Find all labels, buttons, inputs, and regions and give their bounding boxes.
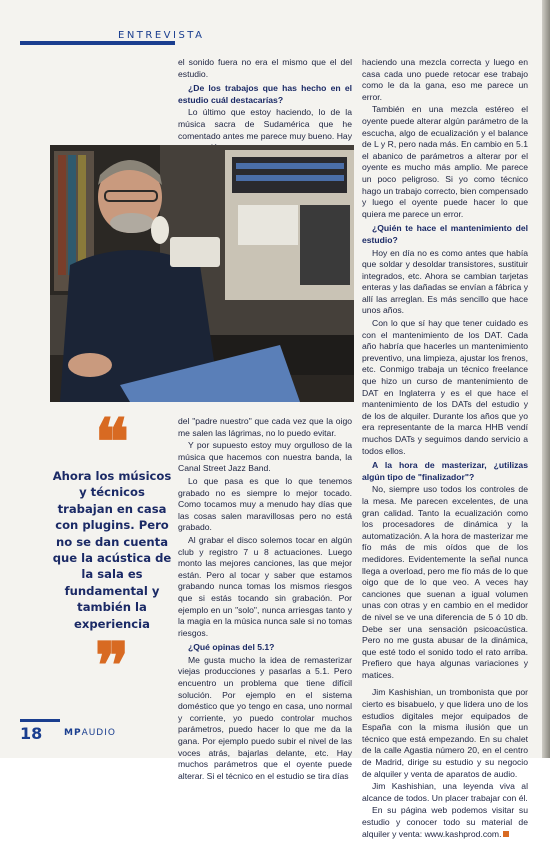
column-1-bottom xyxy=(178,416,352,783)
paragraph: Me gusta mucho la idea de remasterizar viejas producciones y pasarlas a 5.1. Pero encuentro un problema que tiene difícil solución. Por ejemplo en el sistema doméstico que yo tengo en casa, uno normal y corriente, yo puedo controlar muchos parámetros, puedo hacer lo que me da la gana. Por ejemplo puedo subir el nivel de las voces atrás, bajarlas delante, etc. Hay muchos parámetros que el oyente puede alterar. Si el técnico en el estudio se tira días xyxy=(178,654,352,781)
question: A la hora de masterizar, ¿utilizas algún tipo de "finalizador"? xyxy=(362,460,528,482)
end-mark-icon xyxy=(503,831,509,837)
page-number: 18 xyxy=(20,724,43,743)
paragraph: Jim Kashishian, un trombonista que por cierto es bisabuelo, y que lidera uno de los estudios digitales mejor equipados de España con la misma ilusión que un técnico que está empezando. En su chalet de la calle Agastia número 20, en el centro de Madrid, dirige su estudio y su negocio de alquiler y venta de aparatos de audio. xyxy=(362,687,528,779)
page-spine xyxy=(542,0,550,758)
paragraph xyxy=(362,805,528,840)
question: ¿Qué opinas del 5.1? xyxy=(188,642,275,653)
paragraph: Lo último que estoy haciendo, lo de la música sacra de Sudamérica que he comentado antes me parece muy bueno. Hay xyxy=(178,107,352,141)
footer-rule xyxy=(20,719,60,722)
paragraph: haciendo una mezcla correcta y luego en casa cada uno puede retocar ese trabajo como le da la gana, eso me parece un error. xyxy=(362,57,528,102)
paragraph: Y por supuesto estoy muy orgulloso de la música que hacemos con nuestra banda, la Canal Street Jazz Band. xyxy=(178,440,352,474)
paragraph: Lo que pasa es que lo que tenemos grabado no es siempre lo mejor tocado. Como tocamos muy a menudo hay días que las cosas salen maravillosas pero no está grabado. xyxy=(178,475,352,533)
interview-photo xyxy=(50,145,354,402)
paragraph: Jim Kashishian, una leyenda viva al alcance de todos. Un placer trabajar con él. xyxy=(362,781,528,803)
column-1-top xyxy=(178,57,352,155)
paragraph: No, siempre uso todos los controles de la mesa. Me parecen excelentes, de una gran calidad. Tanto la ecualización como los procesadores de dinámica y la automatización. A la hora de masterizar me fío más de mis oídos que de los medidores. Evidentemente la señal nunca llega a overload, pero me fío más de lo que oigo que de lo que veo. A veces hay canciones que suenan a igual volumen unas con otras y en cambio en el medidor de nivel se ve una diferencia de 5 ó 10 db. Debe ser una sensación psicoacústica. Pero no me gusta abusar de la dinámica, que esté todo el sonido todo el rato arriba. Prefiero que haya algunas variaciones y matices. xyxy=(362,484,528,680)
paragraph: Hoy en día no es como antes que había que soldar y desoldar transistores, sustituir integrados, etc. Ahora se cambian tarjetas enteras y las dañadas se envían a fábrica y allí las arreglan. Es más sencillo que hace unos años. xyxy=(362,247,528,316)
pull-quote-text: Ahora los músicos y técnicos trabajan en casa con plugins. Pero no se dan cuenta que la acústica de la sala es fundamental y también la experiencia xyxy=(52,469,172,631)
paragraph-text: En su página web podemos visitar su estudio y conocer todo su material de alquiler y venta: xyxy=(362,805,528,839)
pull-quote xyxy=(50,405,174,718)
paragraph: del "padre nuestro" que cada vez que la oigo me salen las lágrimas, no lo puedo evitar. xyxy=(178,416,352,438)
column-right xyxy=(362,57,528,841)
brand-text: AUDIO xyxy=(81,728,116,738)
quote-close-icon: ❞ xyxy=(94,629,130,705)
photo-illustration xyxy=(50,145,354,402)
section-label: ENTREVISTA xyxy=(118,30,205,41)
paragraph: el sonido fuera no era el mismo que el del estudio. xyxy=(178,57,352,79)
brand-bold: MP xyxy=(64,728,82,738)
paragraph: Con lo que sí hay que tener cuidado es con el mantenimiento de los DAT. Cada año habría que hacerles un mantenimiento preventivo, una limpieza, ajustar los frenos, etc. Conmigo trabaja un técnico freelance que hizo un curso de mantenimiento de DAT en Inglaterra y es el que hace el mantenimiento de los DATs del estudio y de los de alquiler. Durante los años que yo era representante de la marca HHB vendí muchos DATs y seguimos dando servicio a todos ellos. xyxy=(362,318,528,456)
paragraph: También en una mezcla estéreo el oyente puede alterar algún parámetro de la escucha, algo de ecualización y el balance de L y R, pero nada más. En cambio en 5.1 el abanico de parámetros a alterar por el oyente es mucho más amplio. Me parece un poco peligroso. Si yo como técnico hago un trabajo correcto, bien compensado y luego el oyente puede hacer lo que quiera me parece un error. xyxy=(362,104,528,219)
website-link[interactable]: www.kashprod.com. xyxy=(424,828,502,839)
paragraph: Al grabar el disco solemos tocar en algún club y registro 7 u 8 actuaciones. Luego monto las mejores canciones, las que mejor están. Pero al tocar y saber que estamos grabando nunca tomas los mismos riesgos que si estás tocando sin grabación. Por ejemplo en un "solo", nunca arriesgas tanto y la magia en la música nunca sale si no tomas riesgos. xyxy=(178,534,352,638)
section-rule xyxy=(20,41,175,45)
quote-open-icon: ❝ xyxy=(94,405,130,480)
question: ¿Quién te hace el mantenimiento del estudio? xyxy=(362,223,528,245)
magazine-brand xyxy=(64,728,116,738)
question: ¿De los trabajos que has hecho en el estudio cuál destacarías? xyxy=(178,83,352,105)
